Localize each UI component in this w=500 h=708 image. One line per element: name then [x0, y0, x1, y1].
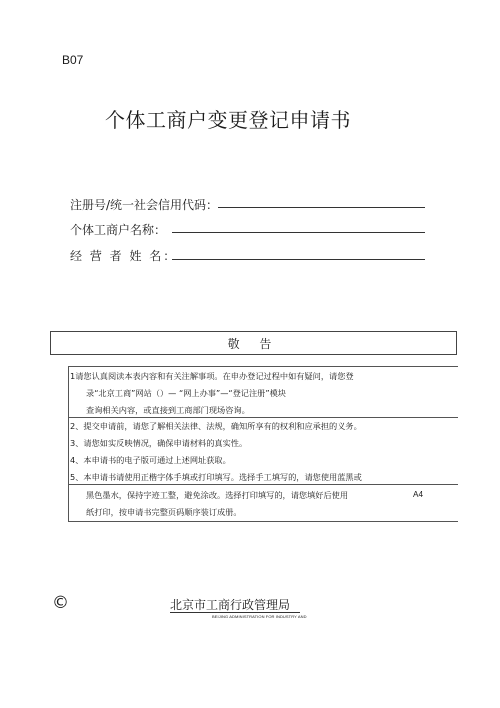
- notice-item-1-line-2: 录“北京工商”网站（）— “网上办事”—“登记注册”模块: [86, 388, 286, 398]
- notice-item-5-line-1: 5、本申请书请使用正楷字体手填或打印填写。选择手工填写的，请您使用蓝黑或: [70, 472, 362, 482]
- notice-item-4: 4、本申请书的电子版可通过上述网址获取。: [70, 455, 231, 465]
- registration-number-label: 注册号/统一社会信用代码：: [70, 198, 219, 212]
- form-code: B07: [62, 53, 84, 67]
- notice-border-top: [68, 366, 458, 367]
- notice-separator-1: [68, 417, 458, 418]
- business-name-field[interactable]: [172, 232, 425, 233]
- business-name-label: 个体工商户名称：: [70, 223, 167, 237]
- copyright-icon: ©: [52, 593, 69, 613]
- notice-item-3: 3、请您如实反映情况，确保申请材料的真实性。: [70, 438, 248, 448]
- notice-border-bottom: [68, 521, 458, 522]
- notice-separator-2: [68, 484, 458, 485]
- notice-border-left: [68, 366, 69, 521]
- page-title: 个体工商户变更登记申请书: [105, 108, 351, 132]
- notice-item-5-line-3: 纸打印，按申请书完整页码顺序装订成册。: [86, 507, 242, 517]
- paper-size-label: A4: [413, 490, 424, 499]
- bureau-name: 北京市工商行政管理局: [170, 598, 291, 612]
- operator-name-label: 经 营 者 姓 名：: [70, 249, 178, 263]
- registration-number-field[interactable]: [218, 207, 425, 208]
- notice-item-2: 2、提交申请前，请您了解相关法律、法规，确知所享有的权利和应承担的义务。: [70, 421, 362, 431]
- notice-item-1-line-1: 1请您认真阅读本表内容和有关注解事项。在申办登记过程中如有疑问，请您登: [70, 371, 354, 381]
- bureau-divider: [170, 612, 300, 613]
- notice-item-5-line-2: 黑色墨水，保持字迹工整，避免涂改。选择打印填写的，请您填好后使用: [86, 490, 349, 500]
- notice-item-1-line-3: 查询相关内容，或直接到工商部门现场咨询。: [86, 405, 250, 415]
- bureau-name-en: BEIJING ADMINISTRATION FOR INDUSTRY AND: [212, 614, 307, 619]
- notice-heading: 敬 告: [227, 337, 280, 351]
- operator-name-field[interactable]: [172, 259, 425, 260]
